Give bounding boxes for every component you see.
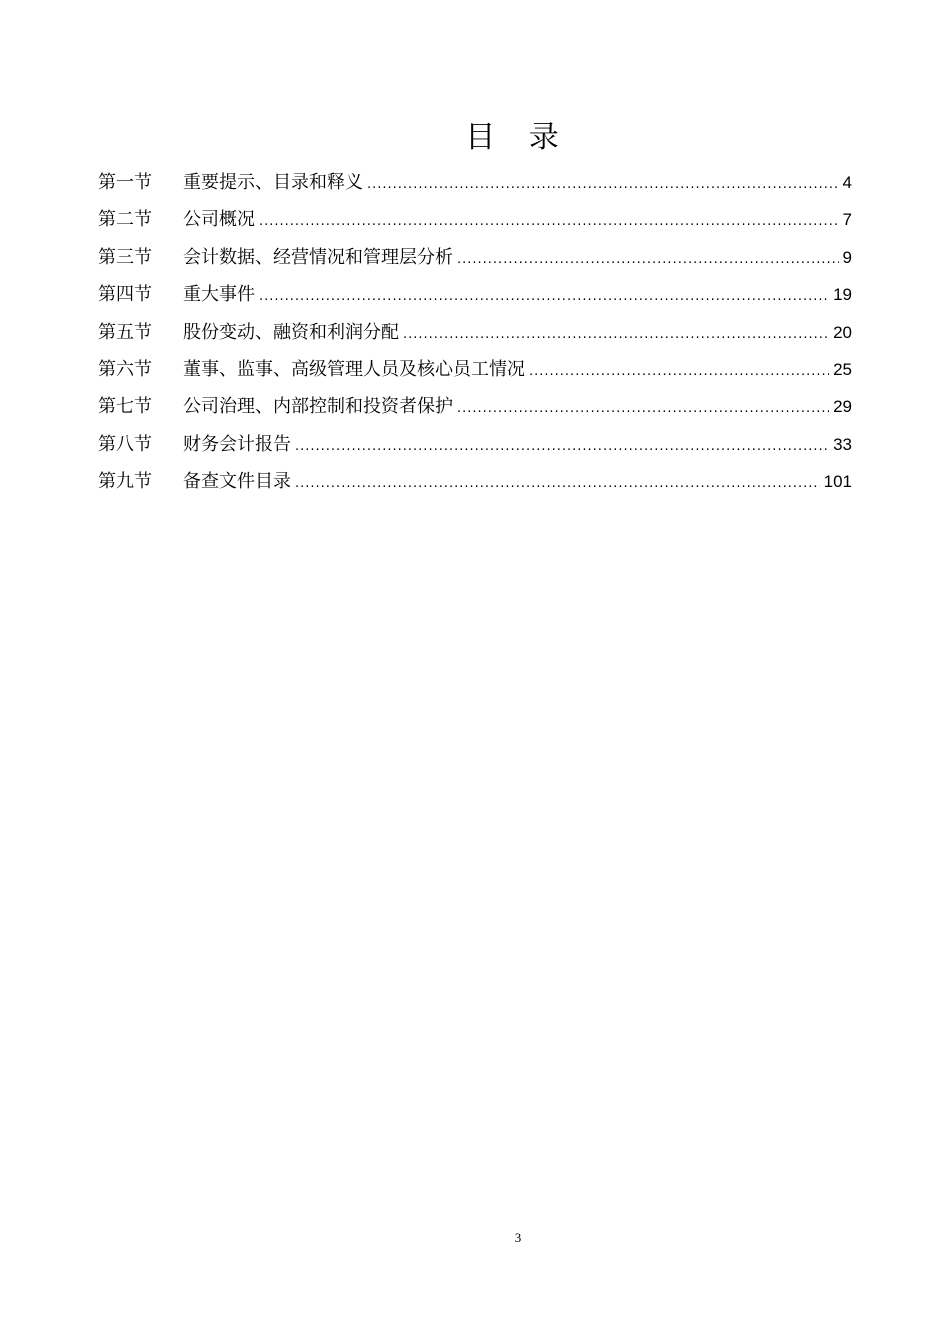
toc-section-title: 公司治理、内部控制和投资者保护 bbox=[183, 396, 453, 418]
toc-dot-leader bbox=[259, 207, 839, 237]
toc-section-title: 备查文件目录 bbox=[183, 471, 291, 493]
toc-dot-leader bbox=[457, 394, 829, 424]
page-title: 目 录 bbox=[465, 120, 571, 155]
toc-dot-leader bbox=[457, 245, 839, 275]
toc-page-number: 7 bbox=[842, 210, 852, 230]
toc-entry-6[interactable] bbox=[98, 355, 852, 392]
toc-entry-7[interactable] bbox=[98, 392, 852, 429]
toc-section-label: 第七节 bbox=[98, 396, 152, 418]
toc-page-number: 29 bbox=[833, 397, 852, 417]
toc-section-title: 重大事件 bbox=[183, 284, 255, 306]
toc-section-label: 第六节 bbox=[98, 358, 152, 380]
toc-section-title: 财务会计报告 bbox=[183, 433, 291, 455]
toc-section-title: 会计数据、经营情况和管理层分析 bbox=[183, 246, 453, 268]
toc-page-number: 4 bbox=[842, 173, 852, 192]
toc-section-title: 股份变动、融资和利润分配 bbox=[183, 321, 399, 343]
toc-page-number: 101 bbox=[823, 472, 852, 492]
toc-page-number: 33 bbox=[833, 434, 852, 454]
toc-entry-2[interactable] bbox=[98, 205, 852, 242]
toc-section-label: 第八节 bbox=[98, 433, 152, 455]
toc-entry-4[interactable] bbox=[98, 280, 852, 317]
toc-page-number: 25 bbox=[833, 359, 852, 379]
toc-dot-leader bbox=[403, 320, 829, 350]
toc-section-label: 第五节 bbox=[98, 321, 152, 343]
toc-page-number: 19 bbox=[833, 285, 852, 305]
toc-entry-1[interactable] bbox=[98, 168, 852, 205]
toc-entry-3[interactable] bbox=[98, 243, 852, 280]
table-of-contents bbox=[98, 168, 852, 505]
toc-section-title: 重要提示、目录和释义 bbox=[183, 172, 363, 193]
toc-section-label: 第一节 bbox=[98, 172, 152, 193]
toc-section-title: 董事、监事、高级管理人员及核心员工情况 bbox=[183, 358, 525, 380]
page-footer-number: 3 bbox=[514, 1230, 522, 1245]
toc-dot-leader bbox=[295, 432, 829, 462]
toc-entry-9[interactable] bbox=[98, 467, 852, 504]
toc-dot-leader bbox=[529, 357, 829, 387]
toc-dot-leader bbox=[367, 170, 839, 200]
toc-section-label: 第三节 bbox=[98, 246, 152, 268]
toc-page-number: 20 bbox=[833, 322, 852, 342]
toc-section-label: 第二节 bbox=[98, 209, 152, 231]
toc-entry-5[interactable] bbox=[98, 318, 852, 355]
toc-section-label: 第九节 bbox=[98, 471, 152, 493]
toc-dot-leader bbox=[295, 469, 820, 499]
toc-section-label: 第四节 bbox=[98, 284, 152, 306]
toc-page-number: 9 bbox=[842, 247, 852, 267]
toc-section-title: 公司概况 bbox=[183, 209, 255, 231]
toc-entry-8[interactable] bbox=[98, 430, 852, 467]
toc-dot-leader bbox=[259, 282, 829, 312]
